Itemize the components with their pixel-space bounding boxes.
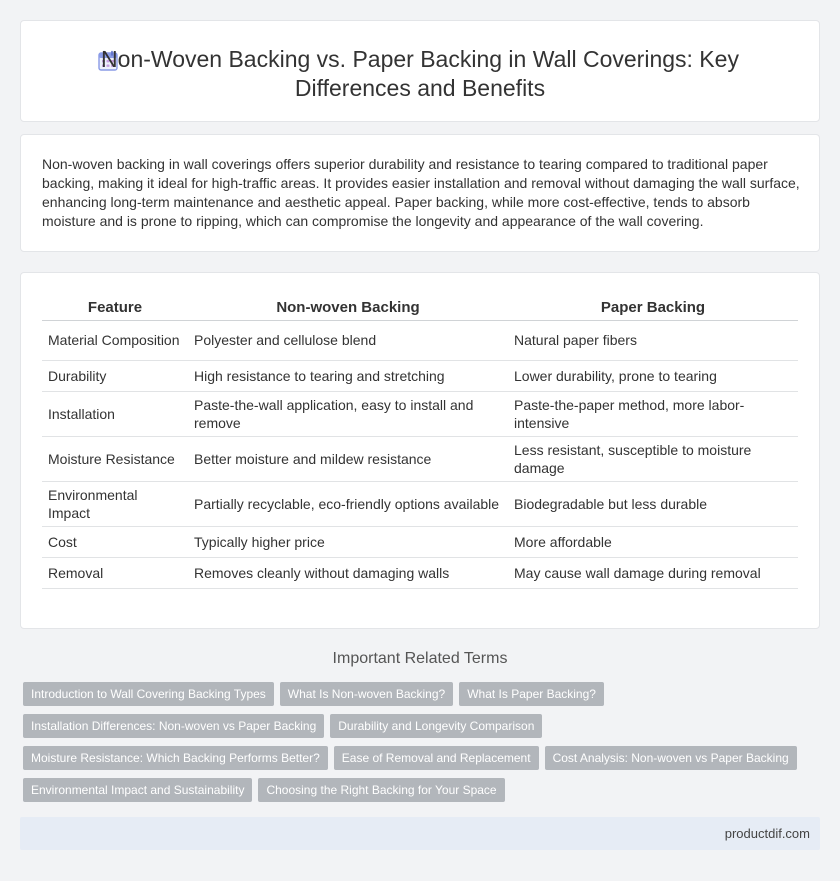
table-row: [42, 526, 798, 557]
related-term-tag[interactable]: Introduction to Wall Covering Backing Types: [23, 682, 274, 706]
table-cell: More affordable: [508, 526, 798, 557]
related-tags-row: [23, 778, 505, 802]
table-row: [42, 557, 798, 588]
table-cell: Lower durability, prone to tearing: [508, 360, 798, 391]
table-cell: Cost: [42, 526, 188, 557]
related-term-tag[interactable]: What Is Paper Backing?: [459, 682, 604, 706]
related-term-tag[interactable]: Durability and Longevity Comparison: [330, 714, 542, 738]
table-row: [42, 320, 798, 360]
related-term-tag[interactable]: Cost Analysis: Non-woven vs Paper Backing: [545, 746, 797, 770]
intro-paragraph: Non-woven backing in wall coverings offers superior durability and resistance to tearing compared to traditional paper backing, making it ideal for high-traffic areas. It provides easier installation and removal without damaging the wall surface, enhancing long-term maintenance and aesthetic appeal. Paper backing, while more cost-effective, tends to absorb moisture and is prone to ripping, which can compromise the longevity and appearance of the wall covering.: [42, 156, 800, 229]
related-term-tag[interactable]: Ease of Removal and Replacement: [334, 746, 539, 770]
column-header-non-woven: Non-woven Backing: [188, 293, 508, 320]
table-cell: May cause wall damage during removal: [508, 557, 798, 588]
table-cell: Biodegradable but less durable: [508, 481, 798, 526]
related-term-tag[interactable]: Choosing the Right Backing for Your Space: [258, 778, 504, 802]
table-cell: Moisture Resistance: [42, 436, 188, 481]
related-tags-row: [23, 682, 604, 706]
page-title: Non-Woven Backing vs. Paper Backing in Wall Coverings: Key Differences and Benefits: [101, 46, 739, 101]
table-cell: Paste-the-wall application, easy to install and remove: [188, 391, 508, 436]
footer-bar: [20, 817, 820, 850]
table-cell: Paste-the-paper method, more labor-intensive: [508, 391, 798, 436]
related-term-tag[interactable]: Moisture Resistance: Which Backing Performs Better?: [23, 746, 328, 770]
related-tags-row: [23, 714, 542, 738]
related-terms-heading: Important Related Terms: [332, 650, 508, 667]
table-row: [42, 436, 798, 481]
related-term-tag[interactable]: Installation Differences: Non-woven vs Paper Backing: [23, 714, 324, 738]
table-header-row: [42, 293, 798, 320]
column-header-paper: Paper Backing: [508, 293, 798, 320]
table-cell: Durability: [42, 360, 188, 391]
table-cell: Better moisture and mildew resistance: [188, 436, 508, 481]
table-cell: Typically higher price: [188, 526, 508, 557]
footer-site-link[interactable]: productdif.com: [724, 826, 810, 841]
table-cell: Polyester and cellulose blend: [188, 320, 508, 360]
table-row: [42, 391, 798, 436]
comparison-card: [20, 272, 820, 629]
related-tags-row: [23, 746, 797, 770]
table-cell: Natural paper fibers: [508, 320, 798, 360]
table-cell: High resistance to tearing and stretching: [188, 360, 508, 391]
related-term-tag[interactable]: Environmental Impact and Sustainability: [23, 778, 252, 802]
related-term-tag[interactable]: What Is Non-woven Backing?: [280, 682, 453, 706]
column-header-feature: Feature: [42, 293, 188, 320]
table-cell: Environmental Impact: [42, 481, 188, 526]
table-cell: Partially recyclable, eco-friendly options available: [188, 481, 508, 526]
table-row: [42, 360, 798, 391]
table-cell: Removal: [42, 557, 188, 588]
header-card: [20, 20, 820, 122]
table-cell: Installation: [42, 391, 188, 436]
table-row: [42, 481, 798, 526]
table-cell: Removes cleanly without damaging walls: [188, 557, 508, 588]
table-cell: Material Composition: [42, 320, 188, 360]
table-cell: Less resistant, susceptible to moisture damage: [508, 436, 798, 481]
comparison-table: [42, 293, 798, 589]
intro-card: [20, 134, 820, 252]
